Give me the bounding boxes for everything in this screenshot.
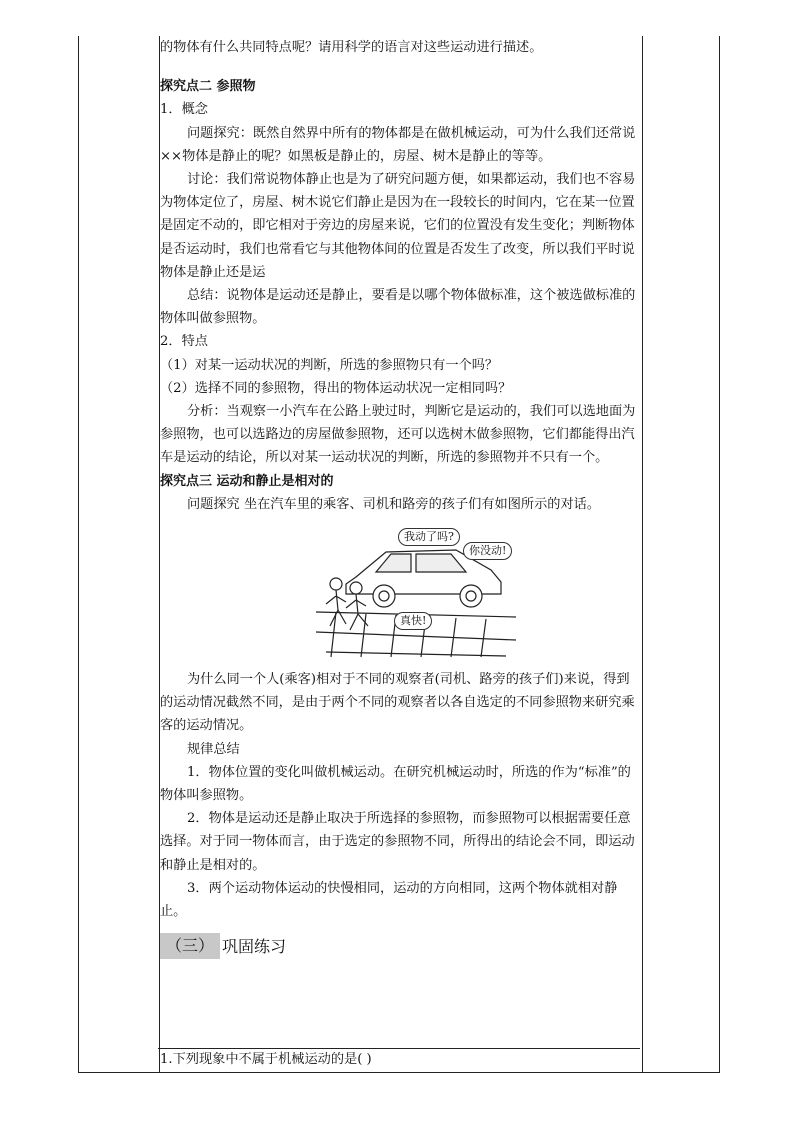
section2-analysis: 分析：当观察一小汽车在公路上驶过时，判断它是运动的，我们可以选地面为参照物，也可以选路边的房屋做参照物，还可以选树木做参照物，它们都能得出汽车是运动的结论，所以对某一运动状况的判断，所选的参照物并不只有一个。 [160, 404, 636, 466]
rule-2: 2．物体是运动还是静止取决于所选择的参照物，而参照物可以根据需要任意选择。对于同一物体而言，由于选定的参照物不同，所得出的结论会不同，即运动和静止是相对的。 [160, 811, 635, 873]
column-divider-right [642, 36, 643, 1072]
car-dialogue-illustration [160, 522, 638, 662]
section2-heading: 探究点二 参照物 [160, 79, 256, 95]
rule-title: 规律总结 [187, 741, 240, 757]
concept-label: 1．概念 [160, 102, 208, 118]
feature-q1: （1）对某一运动状况的判断，所选的参照物只有一个吗？ [160, 357, 499, 373]
section2-discussion: 讨论：我们常说物体静止也是为了研究问题方便，如果都运动，我们也不容易为物体定位了，房屋、树木说它们静止是因为在一段较长的时间内，它在某一位置是固定不动的，即它相对于旁边的房屋来说，它们的位置没有发生变化；判断物体是否运动时，我们也常看它与其他物体间的位置是否发生了改变，所以我们平时说物体是静止还是运 [160, 172, 636, 280]
feature-label: 2．特点 [160, 334, 208, 350]
practice-title: 巩固练习 [222, 936, 287, 956]
section2-summary: 总结：说物体是运动还是静止，要看是以哪个物体做标准，这个被选做标准的物体叫做参照物。 [160, 288, 636, 327]
passenger-speech-bubble: 我动了吗? [398, 528, 460, 546]
rule-1: 1．物体位置的变化叫做机械运动。在研究机械运动时，所选的作为“标准”的物体叫参照物。 [160, 764, 631, 804]
practice-question-1: 1.下列现象中不属于机械运动的是( ) [160, 1052, 372, 1067]
practice-tag: （三） [160, 933, 220, 959]
child-speech-bubble: 真快! [394, 612, 432, 630]
lesson-content [160, 36, 638, 959]
section3-heading: 探究点三 运动和静止是相对的 [160, 473, 334, 489]
intro-line: 的物体有什么共同特点呢？请用科学的语言对这些运动进行描述。 [160, 40, 543, 55]
section3-question: 问题探究 坐在汽车里的乘客、司机和路旁的孩子们有如图所示的对话。 [187, 496, 601, 512]
driver-speech-bubble: 你没动! [463, 542, 512, 560]
section3-explain: 为什么同一个人(乘客)相对于不同的观察者(司机、路旁的孩子们)来说，得到的运动情况截然不同，是由于两个不同的观察者以各自选定的不同参照物来研究乘客的运动情况。 [160, 672, 635, 734]
practice-heading [160, 933, 638, 959]
section2-question: 问题探究：既然自然界中所有的物体都是在做机械运动，可为什么我们还常说××物体是静止的呢？如黑板是静止的，房屋、树木是静止的等等。 [160, 125, 636, 164]
rule-3: 3．两个运动物体运动的快慢相同，运动的方向相同，这两个物体就相对静止。 [160, 880, 618, 920]
feature-q2: （2）选择不同的参照物，得出的物体运动状况一定相同吗？ [160, 380, 512, 396]
